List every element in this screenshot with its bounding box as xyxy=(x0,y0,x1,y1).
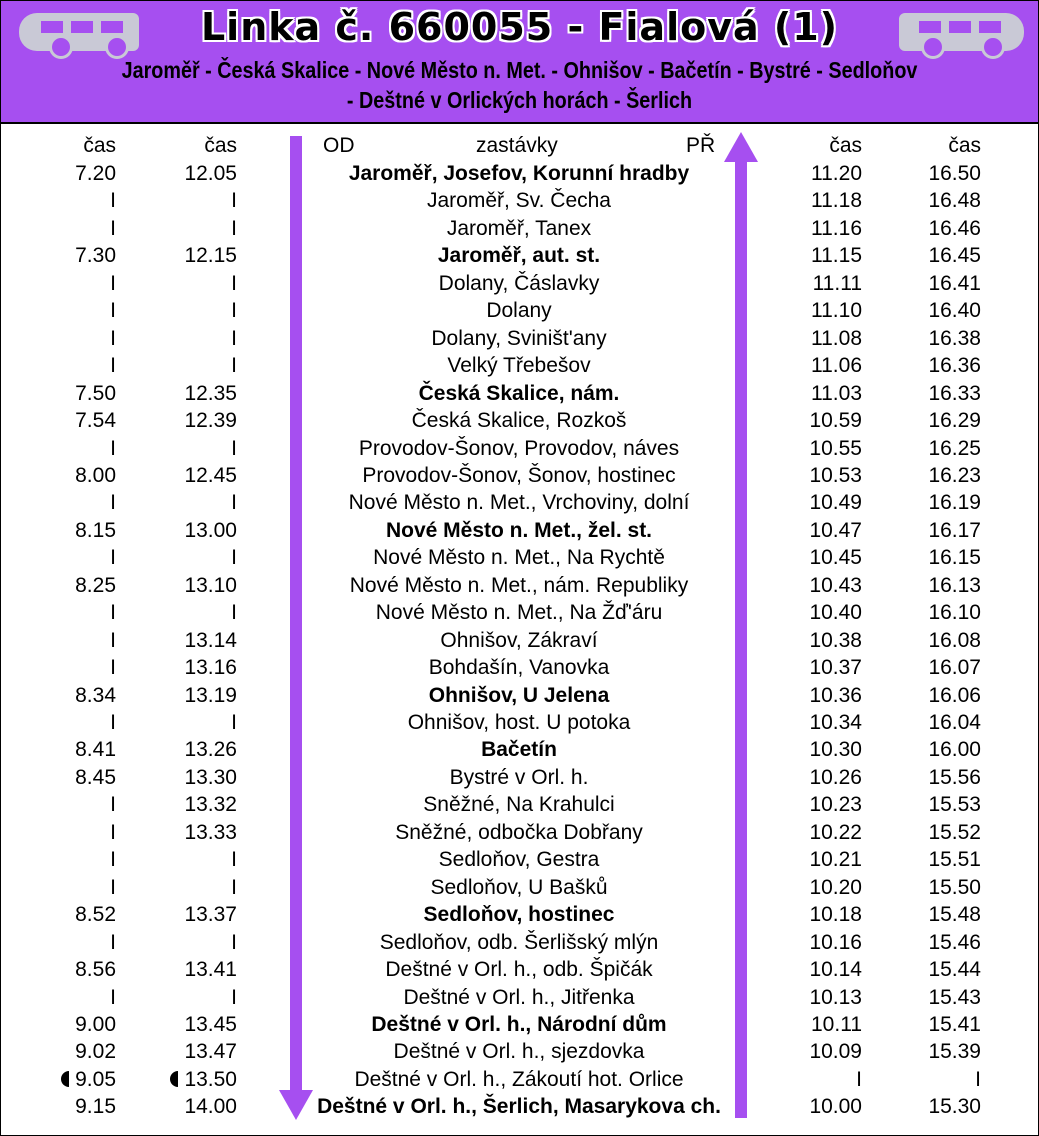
return-time-2-value: 16.07 xyxy=(928,656,981,680)
departure-time-2-value: I xyxy=(231,848,237,872)
up-arrow-shaft xyxy=(735,150,747,1118)
stop-name-value: Bystré v Orl. h. xyxy=(449,765,589,789)
return-time-2-value: 15.52 xyxy=(928,820,981,844)
departure-time-2-value: I xyxy=(231,271,237,295)
return-time-2-value: 16.19 xyxy=(928,491,981,515)
return-time-2-value: 16.45 xyxy=(928,244,981,268)
column-header-time-1: čas xyxy=(83,134,116,157)
departure-time-2-value: I xyxy=(231,930,237,954)
return-time-2-value: 15.41 xyxy=(928,1012,981,1036)
stop-name-value: Deštné v Orl. h., Šerlich, Masarykova ch. xyxy=(317,1095,721,1119)
departure-time-1-value: I xyxy=(110,820,116,844)
stop-name-value: Česká Skalice, nám. xyxy=(418,381,620,405)
return-time-2-value: 16.33 xyxy=(928,381,981,405)
return-time-2-value: 16.29 xyxy=(928,409,981,433)
return-time-1-value: 10.20 xyxy=(809,875,862,899)
return-time-2-value: 16.41 xyxy=(928,271,981,295)
departure-time-1-value: I xyxy=(110,326,116,350)
stop-name-value: Sněžné, Na Krahulci xyxy=(423,793,615,817)
departure-time-2-value: 13.30 xyxy=(184,765,237,789)
departure-time-2-value: 12.35 xyxy=(184,381,237,405)
return-time-1-value: 11.11 xyxy=(812,271,862,295)
return-time-2-value: 16.00 xyxy=(928,738,981,762)
return-time-1-value: 10.14 xyxy=(809,958,862,982)
return-time-1-value: 10.49 xyxy=(809,491,862,515)
departure-time-2-value: 12.15 xyxy=(184,244,237,268)
departure-time-1-value: 7.20 xyxy=(75,162,116,185)
departure-time-2-value: 13.14 xyxy=(184,628,237,652)
stop-name-value: Deštné v Orl. h., Zákoutí hot. Orlice xyxy=(354,1067,684,1091)
return-time-1-value: 10.36 xyxy=(809,683,862,707)
departure-time-2-value: I xyxy=(231,436,237,460)
stop-name-value: Dolany, Sviništ'any xyxy=(431,326,607,350)
departure-time-2-value: 13.50 xyxy=(184,1067,237,1091)
return-time-2-value: 16.04 xyxy=(928,711,981,734)
return-time-2-value: 15.56 xyxy=(928,765,981,789)
departure-time-1-value: 9.02 xyxy=(75,1040,116,1064)
stop-name-value: Deštné v Orl. h., Jitřenka xyxy=(403,985,635,1009)
return-time-1-value: 10.00 xyxy=(809,1095,862,1119)
departure-time-2-value: 13.26 xyxy=(184,738,237,762)
departure-time-1-value: I xyxy=(110,793,116,817)
return-time-1-value: 10.45 xyxy=(809,546,862,570)
stop-name-value: Ohnišov, host. U potoka xyxy=(407,711,631,734)
departure-time-2-value: 13.16 xyxy=(184,656,237,680)
return-time-1-value: 11.20 xyxy=(811,162,862,185)
return-time-1-value: 10.13 xyxy=(809,985,862,1009)
departure-time-1-value: 9.00 xyxy=(75,1012,116,1036)
departure-time-1-value: I xyxy=(110,491,116,515)
return-time-2-value: 16.36 xyxy=(928,354,981,378)
departure-time-1-value: 9.05 xyxy=(75,1067,116,1091)
stop-name-value: Jaroměř, aut. st. xyxy=(437,244,601,268)
departure-time-1-value: 8.56 xyxy=(75,958,116,982)
departure-time-1-value: 9.15 xyxy=(75,1095,116,1119)
departure-time-2-value: 13.10 xyxy=(184,573,237,597)
departure-time-2-value: 13.41 xyxy=(184,958,237,982)
departure-time-1-value: 8.25 xyxy=(75,573,116,597)
return-time-2-value: 16.06 xyxy=(928,683,981,707)
departure-time-2-value: I xyxy=(231,189,237,213)
stop-name-value: Provodov-Šonov, Šonov, hostinec xyxy=(362,463,676,487)
stop-name-value: Sedloňov, hostinec xyxy=(423,903,615,927)
stop-name-value: Sedloňov, odb. Šerlišský mlýn xyxy=(379,930,659,954)
column-header-od: OD xyxy=(323,134,355,157)
return-time-1-value: 11.10 xyxy=(811,299,862,323)
departure-time-2-value: 13.37 xyxy=(184,903,237,927)
return-time-2-value: I xyxy=(975,1067,981,1091)
stop-name-value: Bohdašín, Vanovka xyxy=(428,656,610,680)
column-header-stops: zastávky xyxy=(476,134,558,157)
route-description-line-1: Jaroměř - Česká Skalice - Nové Město n. Met. - Ohnišov - Bačetín - Bystré - Sedloňov xyxy=(121,57,918,83)
return-time-1-value: 10.55 xyxy=(809,436,862,460)
return-time-2-value: 16.48 xyxy=(928,189,981,213)
stop-name-value: Deštné v Orl. h., sjezdovka xyxy=(393,1040,645,1064)
stop-name-value: Nové Město n. Met., Na Žď'áru xyxy=(375,601,663,625)
departure-time-1-value: I xyxy=(110,875,116,899)
departure-time-2-value: 12.45 xyxy=(184,463,237,487)
departure-time-1-value: 8.45 xyxy=(75,765,116,789)
departure-time-1-value: I xyxy=(110,216,116,240)
return-time-2-value: 15.53 xyxy=(928,793,981,817)
departure-time-1-value: I xyxy=(110,711,116,734)
departure-time-1-value: I xyxy=(110,271,116,295)
departure-time-1-value: 8.34 xyxy=(75,683,116,707)
page-title: Linka č. 660055 - Fialová (1) xyxy=(200,5,839,49)
return-time-1-value: 11.15 xyxy=(811,244,862,268)
departure-time-2-value: 13.45 xyxy=(184,1012,237,1036)
column-header-time-2: čas xyxy=(204,134,237,157)
stop-name-value: Ohnišov, Zákraví xyxy=(440,628,598,652)
departure-time-2-value: 12.39 xyxy=(184,409,237,433)
return-time-1-value: 10.37 xyxy=(809,656,862,680)
column-header-time-3: čas xyxy=(829,134,862,157)
departure-time-2-value: I xyxy=(231,601,237,625)
stop-name-value: Nové Město n. Met., Vrchoviny, dolní xyxy=(348,491,690,515)
stop-name-value: Bačetín xyxy=(481,738,557,762)
return-time-1-value: 10.18 xyxy=(809,903,862,927)
stop-name-value: Dolany, Čáslavky xyxy=(438,271,600,295)
return-time-1-value: 10.09 xyxy=(809,1040,862,1064)
departure-time-1-value: I xyxy=(110,930,116,954)
departure-time-1-value: 7.30 xyxy=(75,244,116,268)
departure-time-2-value: I xyxy=(231,491,237,515)
departure-time-1-value: I xyxy=(110,546,116,570)
return-time-2-value: 15.46 xyxy=(928,930,981,954)
departure-time-2-value: I xyxy=(231,216,237,240)
return-time-1-value: 10.23 xyxy=(809,793,862,817)
stop-name-value: Sedloňov, Gestra xyxy=(438,848,600,872)
return-time-1-value: 11.03 xyxy=(811,381,862,405)
return-time-2-value: 16.17 xyxy=(928,518,981,542)
stop-name-value: Nové Město n. Met., nám. Republiky xyxy=(349,573,689,597)
route-description-line-2: - Deštné v Orlických horách - Šerlich xyxy=(346,87,693,113)
return-time-1-value: 10.43 xyxy=(809,573,862,597)
departure-time-1-value: I xyxy=(110,628,116,652)
departure-time-2-value: 13.47 xyxy=(184,1040,237,1064)
return-time-2-value: 16.50 xyxy=(928,162,981,185)
return-time-1-value: 10.59 xyxy=(809,409,862,433)
departure-time-1-value: I xyxy=(110,436,116,460)
stop-name-value: Nové Město n. Met., žel. st. xyxy=(385,518,653,542)
departure-time-2-value: I xyxy=(231,985,237,1009)
stop-name-value: Sedloňov, U Bašků xyxy=(430,875,608,899)
departure-time-1-value: I xyxy=(110,848,116,872)
return-time-1-value: 10.21 xyxy=(809,848,862,872)
departure-time-1-value: I xyxy=(110,601,116,625)
return-time-1-value: 11.06 xyxy=(811,354,862,378)
stop-name-value: Provodov-Šonov, Provodov, náves xyxy=(358,436,680,460)
return-time-1-value: 10.30 xyxy=(809,738,862,762)
return-time-2-value: 16.25 xyxy=(928,436,981,460)
departure-time-2-value: 12.05 xyxy=(184,162,237,185)
departure-time-1-value: 8.00 xyxy=(75,463,116,487)
departure-time-2-value: 13.00 xyxy=(184,518,237,542)
stop-name-value: Sněžné, odbočka Dobřany xyxy=(395,820,643,844)
stop-name-value: Deštné v Orl. h., Národní dům xyxy=(371,1012,667,1036)
departure-time-1-value: I xyxy=(110,985,116,1009)
return-time-1-value: 10.53 xyxy=(809,463,862,487)
down-arrow-icon xyxy=(279,1090,313,1120)
departure-time-2-value: 13.19 xyxy=(184,683,237,707)
stop-name-value: Jaroměř, Josefov, Korunní hradby xyxy=(348,162,690,185)
return-time-2-value: 16.46 xyxy=(928,216,981,240)
departure-time-1-value: 7.54 xyxy=(75,409,116,433)
departure-time-1-value: I xyxy=(110,299,116,323)
return-time-1-value: 10.16 xyxy=(809,930,862,954)
return-time-2-value: 16.15 xyxy=(928,546,981,570)
departure-time-2-value: I xyxy=(231,354,237,378)
return-time-2-value: 16.40 xyxy=(928,299,981,323)
return-time-2-value: 15.50 xyxy=(928,875,981,899)
return-time-1-value: 10.47 xyxy=(809,518,862,542)
departure-time-1-value: 8.52 xyxy=(75,903,116,927)
stop-name-value: Jaroměř, Tanex xyxy=(446,216,592,240)
departure-time-2-value: I xyxy=(231,299,237,323)
return-time-2-value: 15.43 xyxy=(928,985,981,1009)
stop-name-value: Nové Město n. Met., Na Rychtě xyxy=(373,546,665,570)
return-time-2-value: 16.10 xyxy=(928,601,981,625)
departure-time-1-value: I xyxy=(110,189,116,213)
departure-time-2-value: 13.32 xyxy=(184,793,237,817)
return-time-2-value: 15.44 xyxy=(928,958,981,982)
departure-time-1-value: I xyxy=(110,354,116,378)
return-time-1-value: 10.26 xyxy=(809,765,862,789)
return-time-2-value: 16.13 xyxy=(928,573,981,597)
return-time-1-value: 11.16 xyxy=(811,216,862,240)
stop-name-value: Dolany xyxy=(486,299,552,323)
return-time-1-value: 10.11 xyxy=(811,1012,862,1036)
departure-time-2-value: I xyxy=(231,546,237,570)
departure-time-2-value: I xyxy=(231,875,237,899)
stop-name-value: Jaroměř, Sv. Čecha xyxy=(426,189,611,213)
return-time-1-value: 10.22 xyxy=(809,820,862,844)
departure-time-2-value: I xyxy=(231,326,237,350)
return-time-1-value: 10.40 xyxy=(809,601,862,625)
return-time-2-value: 15.48 xyxy=(928,903,981,927)
return-time-1-value: 10.34 xyxy=(809,711,862,734)
departure-time-1-value: I xyxy=(110,656,116,680)
return-time-2-value: 16.38 xyxy=(928,326,981,350)
stop-name-value: Česká Skalice, Rozkoš xyxy=(411,409,627,433)
departure-time-2-value: I xyxy=(231,711,237,734)
column-header-pr: PŘ xyxy=(686,134,716,157)
up-arrow-icon xyxy=(724,132,758,162)
return-time-2-value: 16.23 xyxy=(928,463,981,487)
return-time-2-value: 15.51 xyxy=(928,848,981,872)
stop-name-value: Ohnišov, U Jelena xyxy=(428,683,610,707)
down-arrow-shaft xyxy=(290,136,302,1096)
return-time-2-value: 15.39 xyxy=(928,1040,981,1064)
return-time-1-value: 11.18 xyxy=(811,189,862,213)
stop-name-value: Deštné v Orl. h., odb. Špičák xyxy=(385,958,653,982)
return-time-1-value: 10.38 xyxy=(809,628,862,652)
departure-time-2-value: 13.33 xyxy=(184,820,237,844)
column-header-time-4: čas xyxy=(948,134,981,157)
stop-name-value: Velký Třebešov xyxy=(447,354,591,378)
departure-time-1-value: 8.41 xyxy=(75,738,116,762)
departure-time-1-value: 7.50 xyxy=(75,381,116,405)
return-time-1-value: 11.08 xyxy=(811,326,862,350)
departure-time-1-value: 8.15 xyxy=(75,518,116,542)
return-time-2-value: 16.08 xyxy=(928,628,981,652)
return-time-1-value: I xyxy=(856,1067,862,1091)
return-time-2-value: 15.30 xyxy=(928,1095,981,1119)
departure-time-2-value: 14.00 xyxy=(184,1095,237,1119)
